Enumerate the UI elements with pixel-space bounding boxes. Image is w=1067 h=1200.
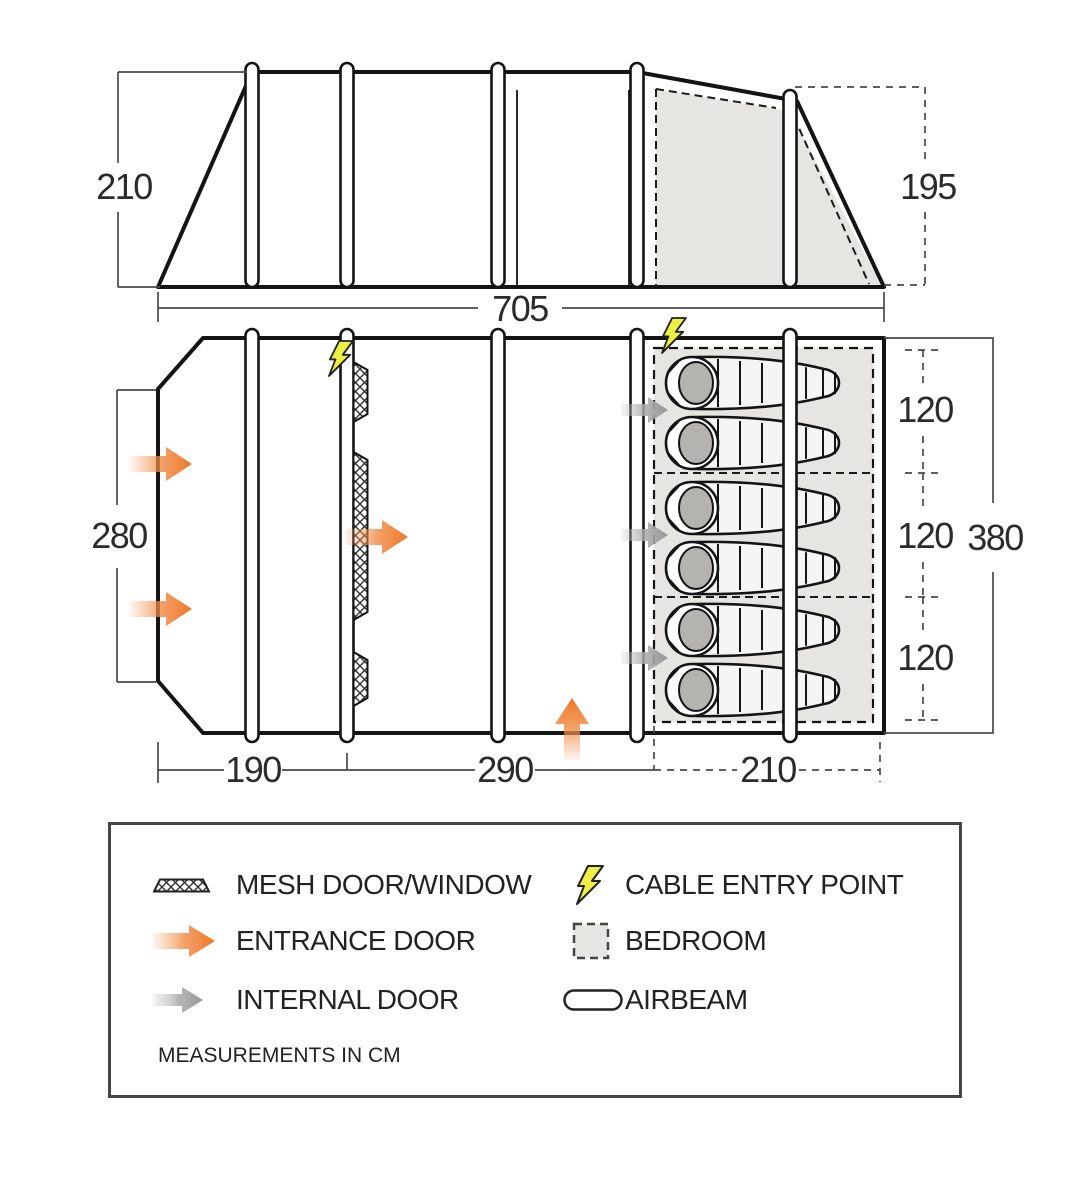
cable-entry-icon — [559, 865, 625, 905]
dim-plan-sections — [897, 350, 953, 720]
mesh-door-window-panel — [354, 362, 368, 422]
legend-item-internal — [153, 980, 459, 1020]
legend-item-bedroom — [559, 921, 766, 961]
legend — [108, 822, 962, 1098]
airbeam-tube — [492, 329, 505, 742]
dim-label-120-bottom: 120 — [897, 637, 953, 678]
bedroom-swatch-icon — [559, 921, 625, 961]
bedroom-elevation-area — [656, 89, 881, 285]
airbeam-tube — [631, 63, 644, 287]
legend-item-mesh — [153, 865, 531, 905]
airbeam-tube — [784, 90, 797, 287]
dim-label-210: 210 — [96, 166, 152, 207]
airbeam-tube — [341, 63, 354, 287]
dim-label-190: 190 — [225, 749, 281, 790]
mesh-door-window-panel — [354, 652, 368, 706]
airbeam-tube — [784, 329, 797, 742]
side-elevation-view — [96, 63, 956, 329]
dim-label-210: 210 — [740, 749, 796, 790]
legend-label: INTERNAL DOOR — [236, 984, 459, 1015]
legend-note: MEASUREMENTS IN CM — [158, 1044, 401, 1067]
legend-item-airbeam — [559, 980, 748, 1020]
dim-plan-left-height — [91, 390, 156, 682]
dim-label-290: 290 — [477, 749, 533, 790]
entrance-door-icon — [153, 923, 236, 959]
dim-label-380: 380 — [967, 517, 1023, 558]
dim-elevation-width — [158, 288, 884, 329]
airbeam-tube — [246, 329, 259, 742]
dim-label-195: 195 — [900, 166, 956, 207]
legend-label: AIRBEAM — [625, 984, 748, 1015]
internal-door-icon — [153, 986, 236, 1014]
floor-plan-view — [91, 318, 1023, 790]
legend-label: BEDROOM — [625, 925, 767, 956]
dim-label-280: 280 — [91, 515, 147, 556]
airbeam-icon — [559, 989, 625, 1011]
airbeam-tube — [492, 63, 505, 287]
legend-item-cable — [559, 865, 903, 905]
airbeam-tube — [246, 63, 259, 287]
legend-item-entrance — [153, 921, 475, 961]
legend-label: MESH DOOR/WINDOW — [236, 869, 532, 900]
dim-plan-bottom — [158, 726, 880, 790]
dim-label-705: 705 — [492, 288, 548, 329]
legend-label: ENTRANCE DOOR — [236, 925, 476, 956]
mesh-door-window-icon — [153, 878, 236, 893]
dim-label-120-mid: 120 — [897, 515, 953, 556]
legend-label: CABLE ENTRY POINT — [625, 869, 904, 900]
dim-label-120-top: 120 — [897, 389, 953, 430]
